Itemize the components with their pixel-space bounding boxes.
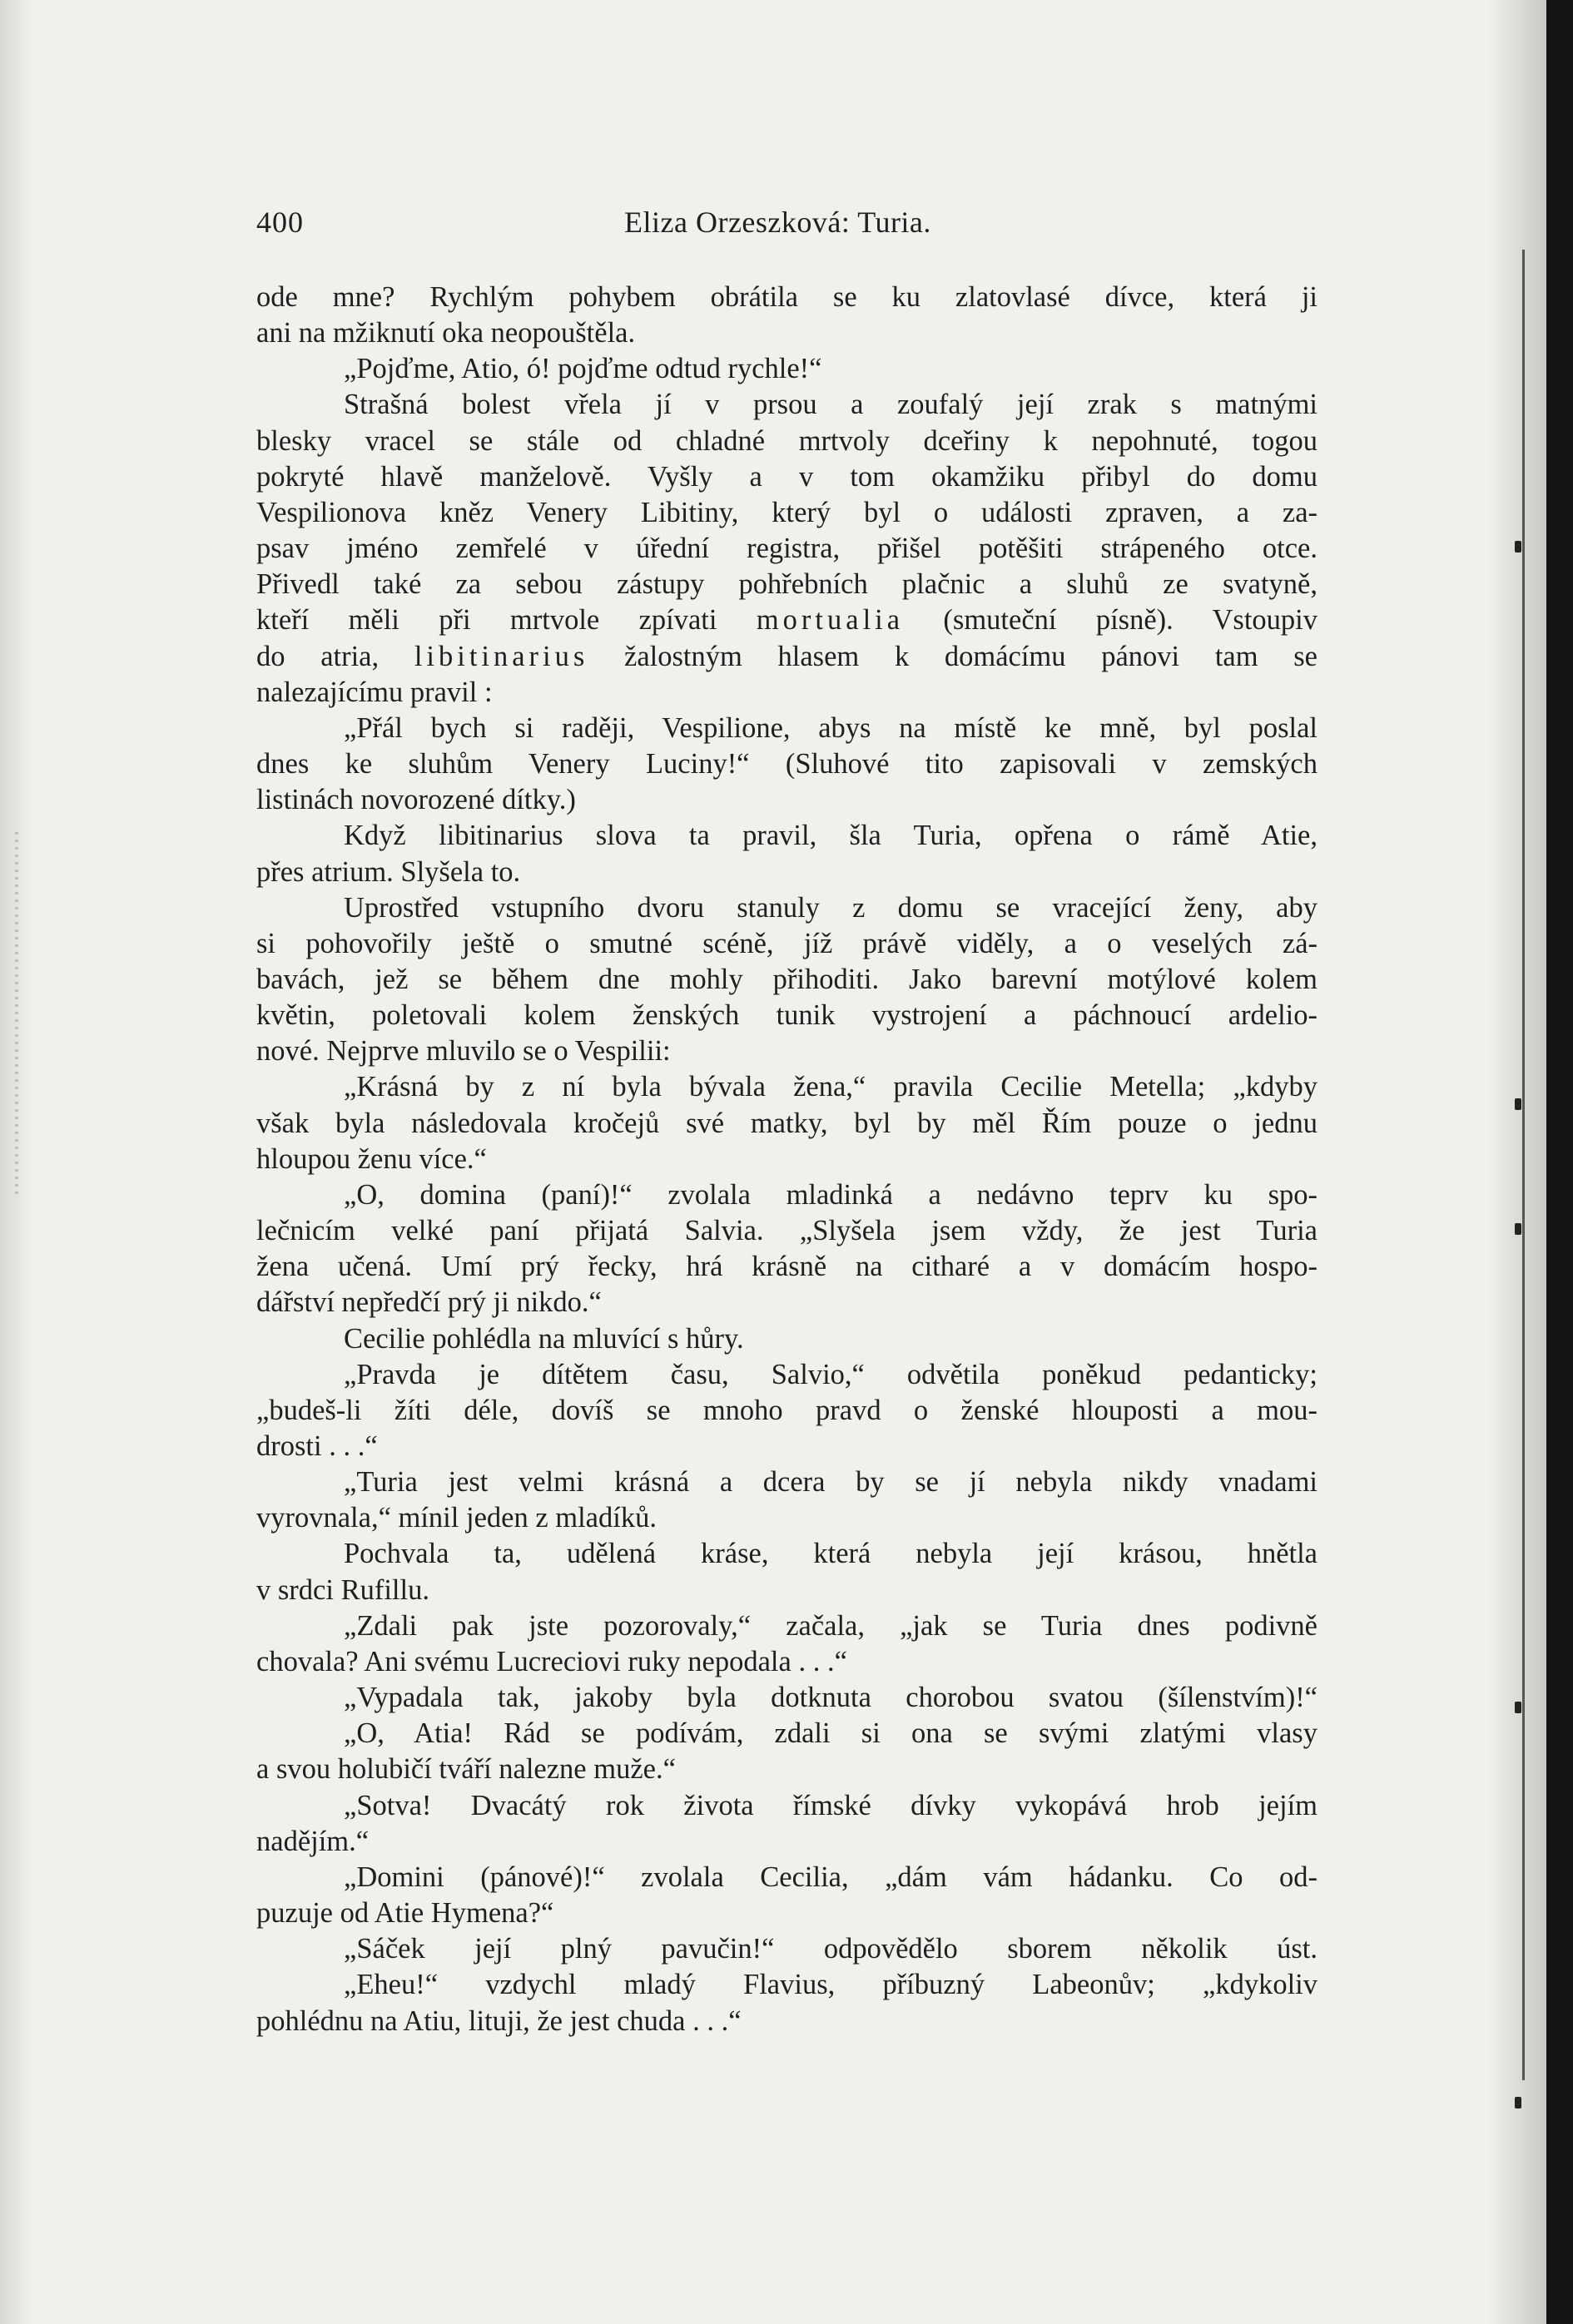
text-line: psav jméno zemřelé v úřední registra, přišel potěšiti strápeného otce. bbox=[256, 533, 1317, 565]
book-binding-edge bbox=[1546, 0, 1573, 2324]
text-line: lečnicím velké paní přijatá Salvia. „Slyšela jsem vždy, že jest Turia bbox=[256, 1215, 1317, 1247]
margin-mark bbox=[1515, 2097, 1521, 2108]
text-line: nové. Nejprve mluvilo se o Vespilii: bbox=[256, 1035, 671, 1068]
text-line: a svou holubičí tváří nalezne muže.“ bbox=[256, 1753, 676, 1786]
scan-speckle bbox=[15, 832, 18, 1198]
text-line: „O, Atia! Rád se podívám, zdali si ona se svými zlatými vlasy bbox=[344, 1717, 1317, 1750]
text-line: pohlédnu na Atiu, lituji, že jest chuda . . .“ bbox=[256, 2004, 742, 2037]
text-line: „budeš-li žíti déle, dovíš se mnoho pravd o ženské hlouposti a mou- bbox=[256, 1394, 1317, 1426]
text-line: v srdci Rufillu. bbox=[256, 1573, 429, 1606]
text-line: nalezajícímu pravil : bbox=[256, 676, 493, 708]
spaced-term: libitinarius bbox=[414, 640, 589, 672]
text-line: Vespilionova kněz Venery Libitiny, který byl o události zpraven, a za- bbox=[256, 496, 1317, 528]
page-header bbox=[256, 205, 1317, 246]
text-line: Přivedl také za sebou zástupy pohřebních plačnic a sluhů ze svatyně, bbox=[256, 568, 1317, 601]
text-line: dnes ke sluhům Venery Luciny!“ (Sluhové tito zapisovali v zemských bbox=[256, 748, 1317, 780]
text-line: „Pravda je dítětem času, Salvio,“ odvětila poněkud pedanticky; bbox=[344, 1358, 1317, 1390]
text-line: nadějím.“ bbox=[256, 1825, 370, 1857]
binding-shade bbox=[1488, 0, 1546, 2324]
text-line: Strašná bolest vřela jí v prsou a zoufalý její zrak s matnými bbox=[344, 389, 1317, 421]
text-line: kteří měli při mrtvole zpívati mortualia (smuteční písně). Vstoupiv bbox=[256, 604, 1318, 637]
text-line: Pochvala ta, udělená kráse, která nebyla její krásou, hnětla bbox=[344, 1538, 1317, 1570]
text-line: „Eheu!“ vzdychl mladý Flavius, příbuzný Labeonův; „kdykoliv bbox=[344, 1969, 1317, 2001]
text-line: „Vypadala tak, jakoby byla dotknuta chorobou svatou (šílenstvím)!“ bbox=[344, 1682, 1317, 1714]
text-line: si pohovořily ještě o smutné scéně, jíž právě viděly, a o veselých zá- bbox=[256, 927, 1317, 959]
margin-mark bbox=[1515, 1223, 1521, 1235]
margin-mark bbox=[1515, 1098, 1521, 1110]
text-line: blesky vracel se stále od chladné mrtvoly dceřiny k nepohnuté, togou bbox=[256, 424, 1317, 457]
text-line: puzuje od Atie Hymena?“ bbox=[256, 1897, 554, 1930]
text-line: žena učená. Umí prý řecky, hrá krásně na citharé a v domácím hospo- bbox=[256, 1251, 1317, 1283]
text-line: přes atrium. Slyšela to. bbox=[256, 855, 521, 888]
spaced-term: mortualia bbox=[756, 604, 905, 637]
text-line: „Sotva! Dvacátý rok života římské dívky vykopává hrob jejím bbox=[344, 1789, 1317, 1821]
body-text bbox=[256, 280, 1317, 2039]
margin-rule bbox=[1522, 250, 1525, 2080]
text-line: ani na mžiknutí oka neopouštěla. bbox=[256, 317, 636, 349]
text-line: Cecilie pohlédla na mluvící s hůry. bbox=[344, 1322, 744, 1355]
text-line: ode mne? Rychlým pohybem obrátila se ku zlatovlasé dívce, která ji bbox=[256, 281, 1317, 313]
text-line: listinách novorozené dítky.) bbox=[256, 784, 576, 816]
text-line: chovala? Ani svému Lucreciovi ruky nepodala . . .“ bbox=[256, 1645, 847, 1677]
text-line: však byla následovala kročejů své matky, byl by měl Řím pouze o jednu bbox=[256, 1107, 1317, 1139]
text-line: vyrovnala,“ mínil jeden z mladíků. bbox=[256, 1502, 657, 1534]
text-line: pokryté hlavě manželově. Vyšly a v tom okamžiku přibyl do domu bbox=[256, 460, 1317, 493]
text-line: „Pojďme, Atio, ó! pojďme odtud rychle!“ bbox=[344, 353, 822, 385]
text-line: „Turia jest velmi krásná a dcera by se jí nebyla nikdy vnadami bbox=[344, 1466, 1317, 1499]
text-line: Uprostřed vstupního dvoru stanuly z domu se vracející ženy, aby bbox=[344, 891, 1317, 924]
text-line: „Přál bych si raději, Vespilione, abys na místě ke mně, byl poslal bbox=[344, 711, 1317, 744]
text-line: „O, domina (paní)!“ zvolala mladinká a nedávno teprv ku spo- bbox=[344, 1178, 1317, 1211]
text-line: květin, poletovali kolem ženských tunik vystrojení a páchnoucí ardelio- bbox=[256, 999, 1317, 1032]
text-line: „Domini (pánové)!“ zvolala Cecilia, „dám vám hádanku. Co od- bbox=[344, 1861, 1317, 1893]
text-line: dářství nepředčí prý ji nikdo.“ bbox=[256, 1286, 602, 1319]
page-number: 400 bbox=[256, 206, 304, 239]
margin-mark bbox=[1515, 541, 1521, 553]
text-line: drosti . . .“ bbox=[256, 1430, 378, 1462]
text-line: „Sáček její plný pavučin!“ odpovědělo sborem několik úst. bbox=[344, 1933, 1317, 1965]
text-line: bavách, jež se během dne mohly přihoditi. Jako barevní motýlové kolem bbox=[256, 963, 1317, 995]
text-line: do atria, libitinarius žalostným hlasem k domácímu pánovi tam se bbox=[256, 640, 1317, 672]
margin-mark bbox=[1515, 1702, 1521, 1713]
text-line: Když libitinarius slova ta pravil, šla Turia, opřena o rámě Atie, bbox=[344, 820, 1317, 852]
running-title: Eliza Orzeszková: Turia. bbox=[624, 206, 931, 239]
text-line: „Zdali pak jste pozorovaly,“ začala, „jak se Turia dnes podivně bbox=[344, 1609, 1317, 1642]
text-line: „Krásná by z ní byla bývala žena,“ pravila Cecilie Metella; „kdyby bbox=[344, 1071, 1317, 1103]
text-line: hloupou ženu více.“ bbox=[256, 1142, 487, 1175]
